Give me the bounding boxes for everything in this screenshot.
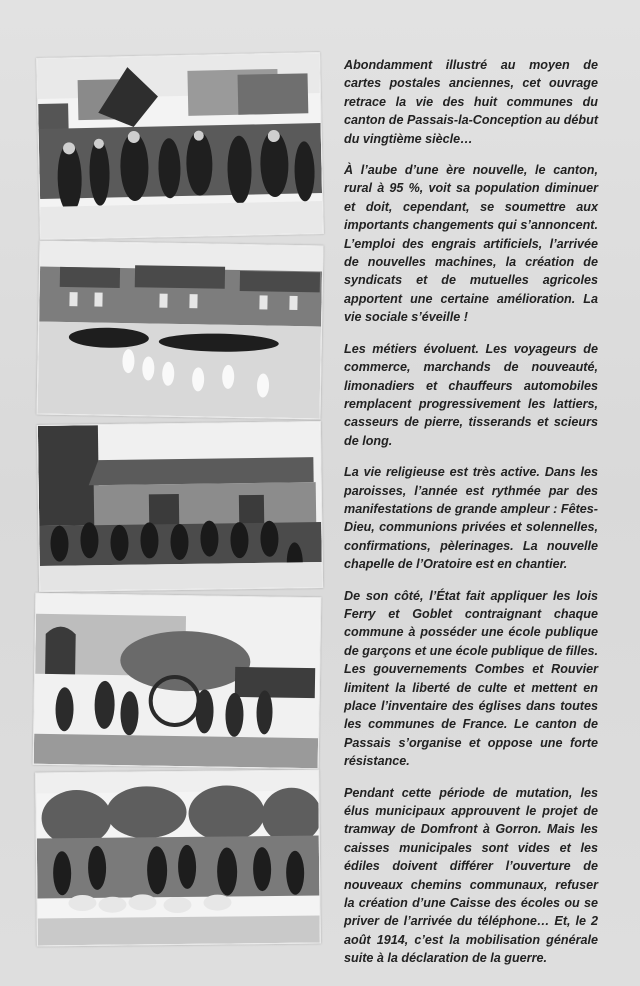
paragraph-intro: Abondamment illustré au moyen de cartes postales anciennes, cet ouvrage retrace la vie des huit communes du canton de Passais-la-Conception au début du vingtième siècle… xyxy=(344,58,599,146)
paragraph-trades: Les métiers évoluent. Les voyageurs de commerce, marchands de nouveauté, limonadiers et chauffeurs automobiles remplacent progressivement les lattiers, casseurs de pierre, tisserands et scieurs de long. xyxy=(344,341,598,448)
photo-market-crowd xyxy=(36,52,324,240)
paragraph-state: De son côté, l’État fait appliquer les lois Ferry et Goblet contraignant chaque commune à posséder une école publique de garçons et une école publique de filles. Les gouvernements Combes et Rouvier limitent la liberté de culte et mettent en place l’inventaire des églises dans toutes les communes de France. Le canton de Passais s’organise et oppose une forte résistance. xyxy=(344,588,598,769)
paragraph-mutation: Pendant cette période de mutation, les élus municipaux approuvent le projet de tramway de Domfront à Gorron. Mais les caisses municipales sont vides et les édiles doivent différer l’ouverture de nouveaux chemins communaux, refuser la création d’une Caisse des écoles ou se priver de l’arrivée du téléphone… Et, le 2 août 1914, c’est la mobilisation générale suite à la déclaration de la guerre. xyxy=(344,785,598,966)
photo-barn-gathering xyxy=(37,421,323,592)
photo-haycart-farmyard xyxy=(33,593,322,769)
postcard-strip xyxy=(30,55,325,950)
back-cover-text xyxy=(344,56,598,981)
paragraph-religion: La vie religieuse est très active. Dans les paroisses, l’année est rythmée par des manifestations de grande ampleur : Fêtes-Dieu, communions privées et solennelles, confirmations, pèlerinages. La nouvelle chapelle de l’Oratoire est en chantier. xyxy=(344,465,598,572)
paragraph-canton: À l’aube d’une ère nouvelle, le canton, rural à 95 %, voit sa population diminuer et doit, cependant, se soumettre aux importants changements qui s’annoncent. L’emploi des engrais artificiels, l’arrivée de nouvelles machines, la création de syndicats et de mutuelles agricoles apportent une certaine amélioration. La vie sociale s’éveille ! xyxy=(344,163,598,325)
photo-procession-street xyxy=(37,241,324,420)
photo-sheep-fair xyxy=(35,770,321,947)
